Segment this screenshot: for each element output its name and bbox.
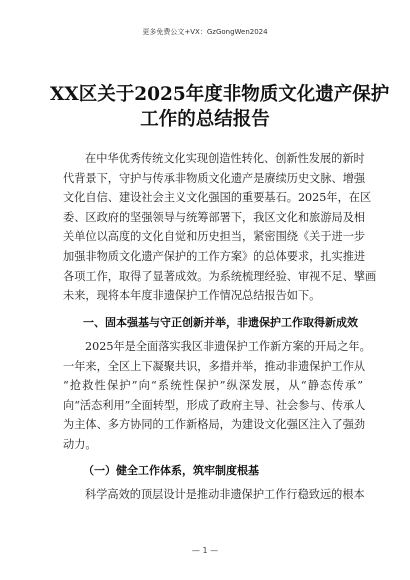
- paragraph-line: 加强非物质文化遗产保护的工作方案》的总体要求，扎实推进: [63, 249, 366, 263]
- paragraph-line: 动力。: [63, 437, 97, 451]
- paragraph-line: 向“活态利用”全面转型，形成了政府主导、社会参与、传承人: [63, 398, 366, 412]
- paragraph-line: 未来，现将本年度非遗保护工作情况总结报告如下。: [63, 289, 321, 303]
- document-title-line-2: 工作的总结报告: [140, 109, 270, 130]
- intro-paragraph: [63, 149, 377, 306]
- section-1-paragraph: [63, 337, 371, 455]
- document-title-line-1: XX区关于2025年度非物质文化遗产保护: [50, 84, 390, 105]
- header-note: 更多免费公文+VX：GzGongWen2024: [142, 28, 268, 36]
- paragraph-line: 2025年是全面落实我区非遗保护工作新方案的开局之年。: [85, 340, 371, 353]
- paragraph-line: 在中华优秀传统文化实现创造性转化、创新性发展的新时: [85, 152, 365, 165]
- subsection-1-heading: （一）健全工作体系，筑牢制度根基: [83, 464, 259, 477]
- paragraph-line: 为主体、多方协同的工作新格局，为建设文化强区注入了强劲: [63, 418, 366, 432]
- page-number: — 1 —: [191, 546, 219, 555]
- paragraph-line: 科学高效的顶层设计是推动非遗保护工作行稳致远的根本: [85, 488, 365, 501]
- paragraph-line: “抢救性保护”向“系统性保护”纵深发展，从“静态传承”: [63, 379, 363, 393]
- section-1-heading: 一、固本强基与守正创新并举，非遗保护工作取得新成效: [83, 316, 358, 329]
- paragraph-line: 委、区政府的坚强领导与统筹部署下，我区文化和旅游局及相: [63, 210, 366, 224]
- paragraph-line: 代背景下，守护与传承非物质文化遗产是赓续历史文脉、增强: [63, 171, 366, 185]
- paragraph-line: 各项工作，取得了显著成效。为系统梳理经验、审视不足、擘画: [63, 269, 377, 283]
- paragraph-line: 关单位以高度的文化自觉和历史担当，紧密围绕《关于进一步: [63, 230, 366, 244]
- paragraph-line: 一年来，全区上下凝聚共识，多措并举，推动非遗保护工作从: [63, 359, 366, 373]
- subsection-1-paragraph: [63, 485, 363, 505]
- paragraph-line: 文化自信、建设社会主义文化强国的重要基石。2025年，在区: [63, 191, 372, 205]
